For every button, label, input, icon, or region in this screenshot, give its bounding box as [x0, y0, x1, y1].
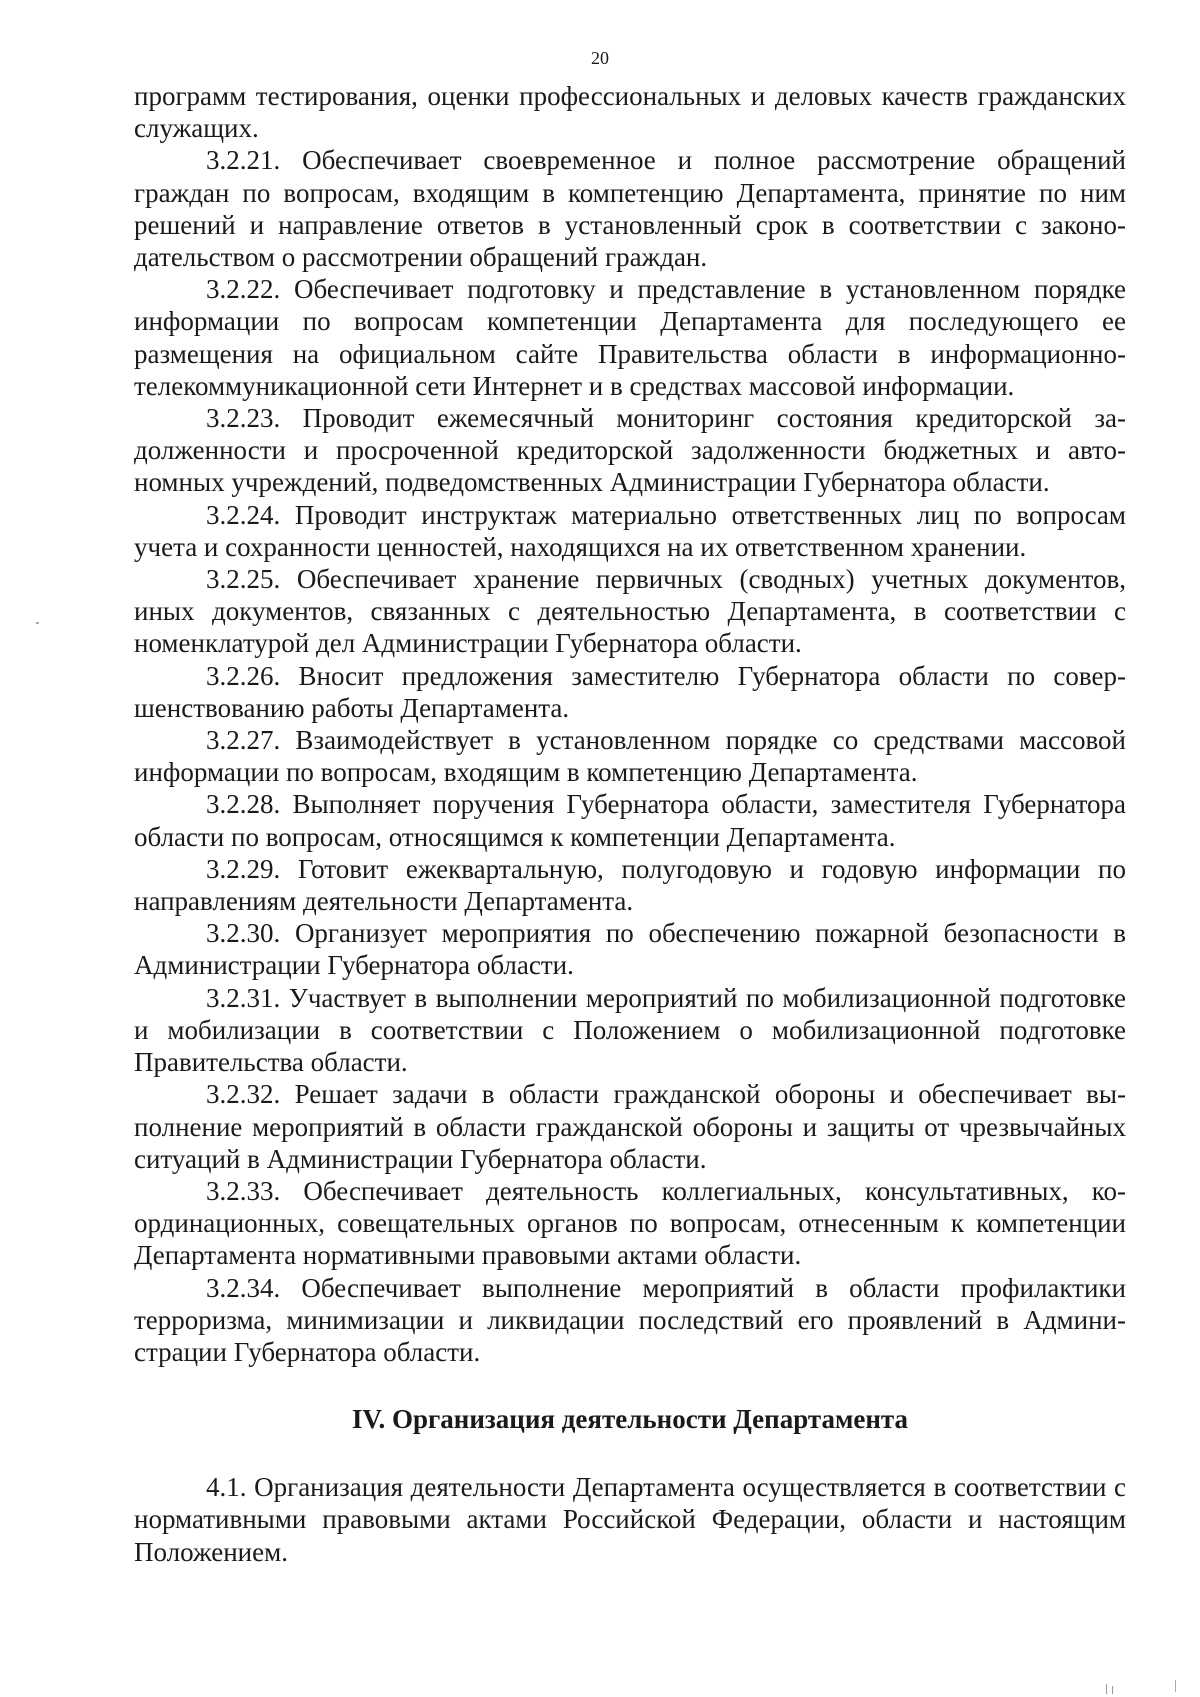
item-3-2-30: 3.2.30. Организует мероприятия по обеспечению пожарной безопасности в Администрации Губернатора области. — [134, 918, 1126, 981]
item-3-2-23: 3.2.23. Проводит ежемесячный мониторинг состояния кредиторской задолженности и просроченной кредиторской задолженности бюджетных и автономных учреждений, подведомственных Администрации Губернатора области. — [134, 403, 1126, 498]
item-3-2-28: 3.2.28. Выполняет поручения Губернатора области, заместителя Губернатора области по вопросам, относящимся к компетенции Департамента. — [134, 789, 1126, 852]
scan-artifact-mark — [1106, 1684, 1107, 1694]
item-3-2-21: 3.2.21. Обеспечивает своевременное и полное рассмотрение обращений граждан по вопросам, входящим в компетенцию Департамента, принятие по ним решений и направление ответов в установленный срок в соответствии с законодательством о рассмотрении обращений граждан. — [134, 145, 1126, 273]
item-3-2-27: 3.2.27. Взаимодействует в установленном порядке со средствами массовой информации по вопросам, входящим в компетенцию Департамента. — [134, 725, 1126, 788]
item-3-2-29: 3.2.29. Готовит ежеквартальную, полугодовую и годовую информации по направлениям деятельности Департамента. — [134, 853, 1126, 917]
item-3-2-25: 3.2.25. Обеспечивает хранение первичных (сводных) учетных документов, иных документов, связанных с деятельностью Департамента, в соответствии с номенклатурой дел Администрации Губернатора области. — [134, 564, 1126, 659]
item-3-2-22: 3.2.22. Обеспечивает подготовку и представление в установленном порядке информации по вопросам компетенции Департамента для последующего ее размещения на официальном сайте Правительства области в информационно-телекоммуникационной сети Интернет и в средствах массовой информации. — [134, 274, 1126, 401]
page-number: 20 — [591, 48, 609, 68]
item-3-2-26: 3.2.26. Вносит предложения заместителю Губернатора области по совершенствованию работы Департамента. — [134, 660, 1126, 723]
section-paragraph-4-1: 4.1. Организация деятельности Департамента осуществляется в соответствии с нормативными правовыми актами Российской Федерации, области и настоящим Положением. — [134, 1472, 1126, 1567]
item-3-2-32: 3.2.32. Решает задачи в области гражданской обороны и обеспечивает выполнение мероприятий в области гражданской обороны и защиты от чрезвычайных ситуаций в Администрации Губернатора области. — [134, 1079, 1126, 1174]
scan-artifact-mark — [36, 622, 39, 624]
item-3-2-24: 3.2.24. Проводит инструктаж материально ответственных лиц по вопросам учета и сохранности ценностей, находящихся на их ответственном хранении. — [134, 499, 1126, 562]
document-body — [134, 80, 1126, 1568]
item-3-2-31: 3.2.31. Участвует в выполнении мероприятий по мобилизационной подготовке и мобилизации в соответствии с Положением о мобилизационной подготовке Правительства области. — [134, 982, 1126, 1078]
item-3-2-34: 3.2.34. Обеспечивает выполнение мероприятий в области профилактики терроризма, минимизации и ликвидации последствий его проявлений в Администрации Губернатора области. — [134, 1272, 1126, 1367]
opening-fragment: программ тестирования, оценки профессиональных и деловых качеств гражданских служащих. — [134, 81, 1126, 144]
scan-artifact-mark — [1112, 1686, 1113, 1694]
item-3-2-33: 3.2.33. Обеспечивает деятельность коллегиальных, консультативных, координационных, совещательных органов по вопросам, отнесенным к компетенции Департамента нормативными правовыми актами области. — [134, 1175, 1126, 1271]
section-heading: IV. Организация деятельности Департамента — [352, 1404, 908, 1435]
scan-artifact-mark — [1175, 1680, 1176, 1692]
